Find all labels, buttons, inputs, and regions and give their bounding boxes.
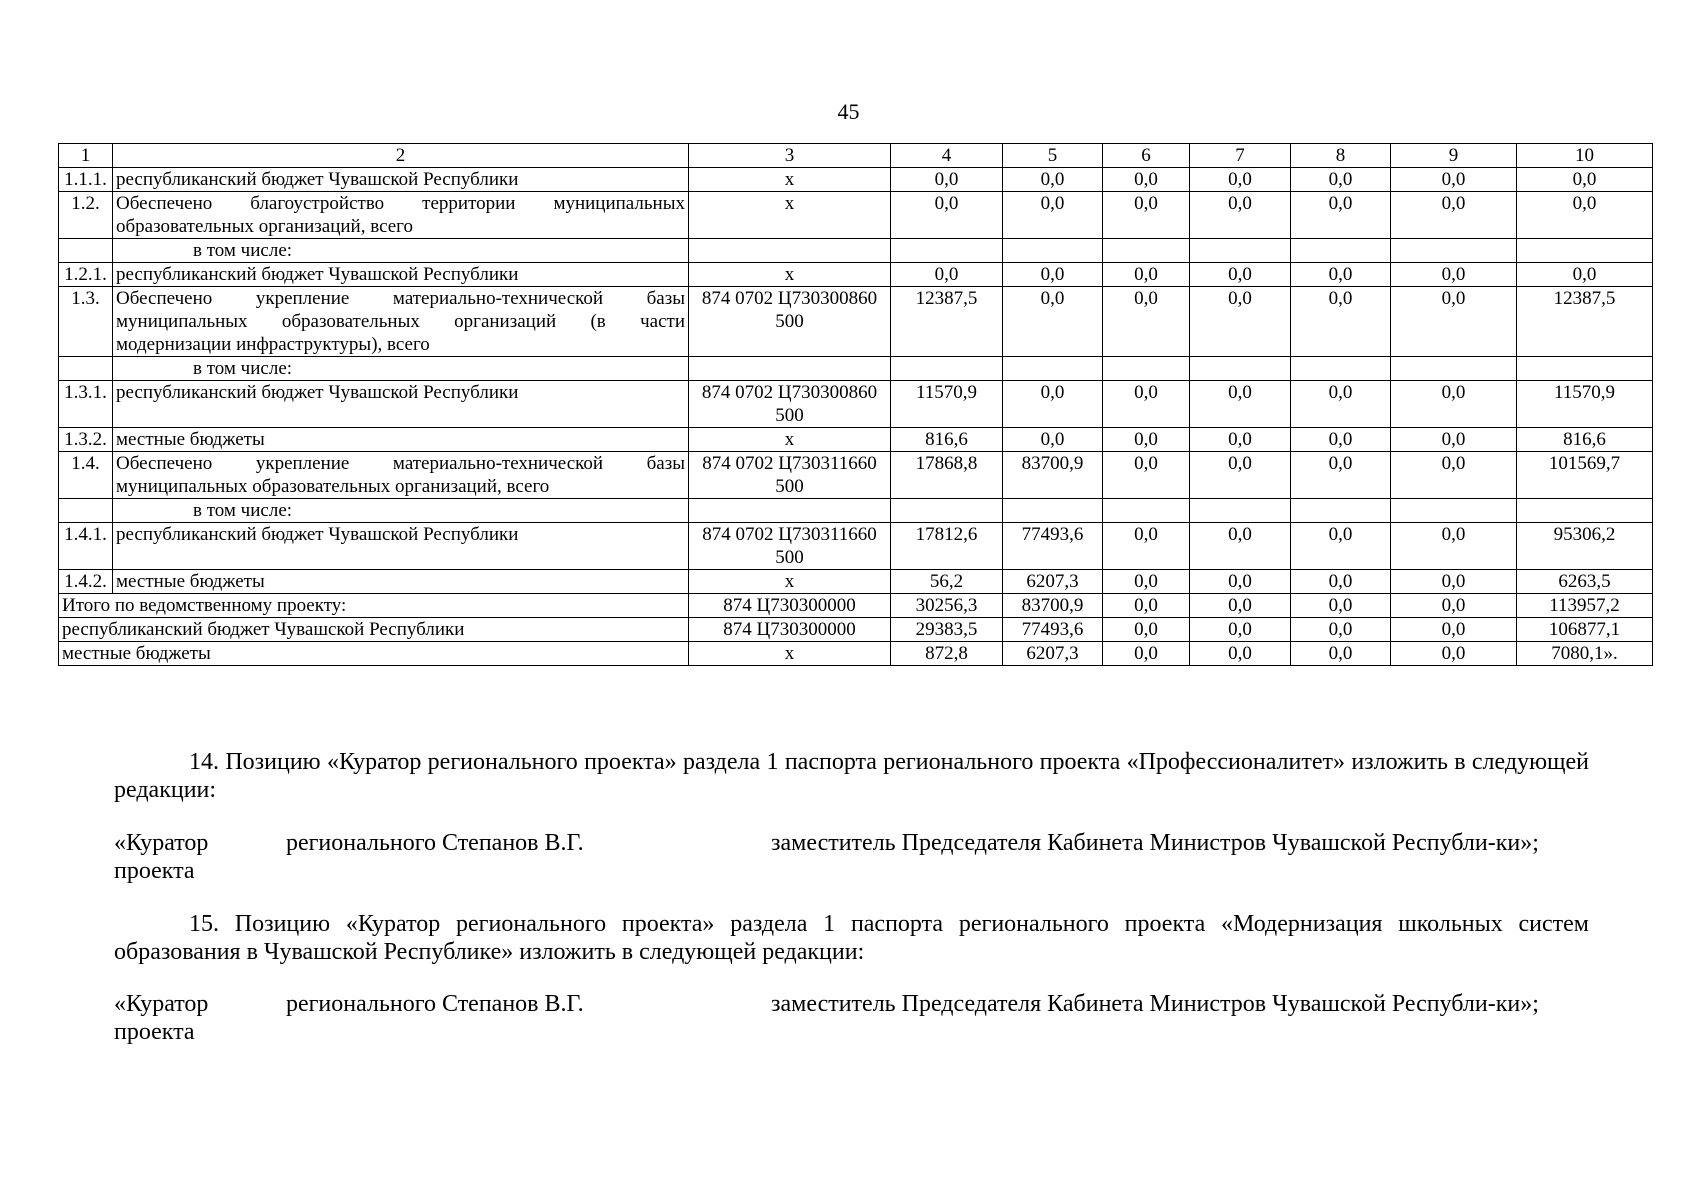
curator-name: Степанов В.Г. [442,991,584,1017]
row-name: Обеспечено укрепление материально-технической базы муниципальных образовательных организаций (в части модернизации инфраструктуры), всего [113,287,689,357]
row-value [1517,239,1653,263]
table-row [59,381,1653,428]
header-cell-8: 8 [1291,144,1391,168]
table-row [59,168,1653,192]
row-value: 0,0 [1291,381,1391,428]
table-row [59,523,1653,570]
row-value: 0,0 [1103,523,1190,570]
row-value: 0,0 [1103,287,1190,357]
row-value: 0,0 [1391,452,1517,499]
row-value [1190,499,1291,523]
table-row [59,570,1653,594]
paragraph-15-text: 15. Позицию «Куратор регионального проекта» раздела 1 паспорта регионального проекта «Модернизация школьных систем образования в Чувашской Республике» изложить в следующей редакции: [114,911,1589,965]
row-value: 0,0 [1190,428,1291,452]
row-value: 0,0 [1103,192,1190,239]
total-value: 30256,3 [891,594,1003,618]
row-value [891,357,1003,381]
table-header-row [59,144,1653,168]
total-value: 0,0 [1291,642,1391,666]
budget-table [58,143,1653,666]
header-cell-7: 7 [1190,144,1291,168]
total-code: 874 Ц730300000 [689,618,891,642]
total-value: 77493,6 [1003,618,1103,642]
row-value: 0,0 [1003,428,1103,452]
total-value: 0,0 [1103,642,1190,666]
total-value: 113957,2 [1517,594,1653,618]
row-number: 1.2.1. [59,263,113,287]
row-value [1003,499,1103,523]
total-row [59,642,1653,666]
row-number: 1.2. [59,192,113,239]
row-code [689,357,891,381]
row-value: 0,0 [891,168,1003,192]
table-row [59,428,1653,452]
total-code: х [689,642,891,666]
row-value: 0,0 [1291,263,1391,287]
row-value: 17812,6 [891,523,1003,570]
row-value [1190,239,1291,263]
row-value: 12387,5 [891,287,1003,357]
row-number [59,239,113,263]
row-value: 0,0 [1391,168,1517,192]
row-value: 0,0 [1190,263,1291,287]
header-cell-10: 10 [1517,144,1653,168]
paragraph-14 [114,748,1589,804]
row-value: 0,0 [1103,570,1190,594]
row-value: 0,0 [1190,192,1291,239]
curator-position: заместитель Председателя Кабинета Министров Чувашской Республи-ки»; [771,991,1539,1017]
total-value: 29383,5 [891,618,1003,642]
curator-label-line2: проекта [114,858,195,884]
row-value: 0,0 [1291,428,1391,452]
row-value: 11570,9 [891,381,1003,428]
table-row [59,239,1653,263]
row-name: республиканский бюджет Чувашской Республики [113,381,689,428]
header-cell-6: 6 [1103,144,1190,168]
row-number [59,357,113,381]
row-value [1391,357,1517,381]
total-value: 0,0 [1190,642,1291,666]
row-value: 0,0 [1190,452,1291,499]
row-value [1103,357,1190,381]
row-name: в том числе: [113,357,689,381]
row-value: 0,0 [891,192,1003,239]
row-value: 77493,6 [1003,523,1103,570]
row-value: 83700,9 [1003,452,1103,499]
total-value: 106877,1 [1517,618,1653,642]
header-cell-3: 3 [689,144,891,168]
row-value: 0,0 [1190,523,1291,570]
curator-block-15 [114,990,1589,1050]
row-name: Обеспечено благоустройство территории муниципальных образовательных организаций, всего [113,192,689,239]
row-value: 0,0 [1103,452,1190,499]
row-value: 0,0 [1103,263,1190,287]
row-name: республиканский бюджет Чувашской Республики [113,168,689,192]
row-value [1003,357,1103,381]
row-value: 0,0 [1517,192,1653,239]
row-code: х [689,168,891,192]
row-value [891,239,1003,263]
row-value: 0,0 [1391,287,1517,357]
row-name: местные бюджеты [113,428,689,452]
row-value [891,499,1003,523]
total-name: республиканский бюджет Чувашской Республики [59,618,689,642]
row-value [1391,499,1517,523]
total-row [59,618,1653,642]
total-name: местные бюджеты [59,642,689,666]
row-value [1517,499,1653,523]
row-code: х [689,428,891,452]
row-name: республиканский бюджет Чувашской Республики [113,523,689,570]
total-name: Итого по ведомственному проекту: [59,594,689,618]
curator-label [114,829,436,885]
row-value: 0,0 [1190,570,1291,594]
row-code: 874 0702 Ц730311660 500 [689,452,891,499]
row-value: 0,0 [1291,168,1391,192]
row-value: 0,0 [1103,428,1190,452]
row-value: 0,0 [1003,381,1103,428]
row-value: 0,0 [1103,168,1190,192]
curator-label-line2: проекта [114,1019,195,1045]
row-value: 56,2 [891,570,1003,594]
row-value: 0,0 [1190,168,1291,192]
curator-label [114,990,436,1046]
table-row [59,263,1653,287]
paragraph-14-text: 14. Позицию «Куратор регионального проекта» раздела 1 паспорта регионального проекта «Профессионалитет» изложить в следующей редакции: [114,749,1589,803]
total-value: 0,0 [1103,594,1190,618]
row-value: 0,0 [1003,168,1103,192]
total-value: 6207,3 [1003,642,1103,666]
total-value: 0,0 [1391,642,1517,666]
row-value [1103,239,1190,263]
total-value: 0,0 [1291,594,1391,618]
header-cell-1: 1 [59,144,113,168]
total-value: 0,0 [1391,594,1517,618]
row-value: 6263,5 [1517,570,1653,594]
curator-label-line1: «Куратор регионального [114,991,436,1017]
row-code: х [689,570,891,594]
row-number: 1.4. [59,452,113,499]
row-value: 0,0 [1190,287,1291,357]
row-number: 1.4.1. [59,523,113,570]
row-value [1517,357,1653,381]
row-value: 0,0 [1291,287,1391,357]
row-value: 0,0 [1391,381,1517,428]
table-row [59,357,1653,381]
row-value: 12387,5 [1517,287,1653,357]
row-code: 874 0702 Ц730300860 500 [689,381,891,428]
row-value: 11570,9 [1517,381,1653,428]
row-value: 101569,7 [1517,452,1653,499]
table-row [59,192,1653,239]
header-cell-9: 9 [1391,144,1517,168]
row-code: 874 0702 Ц730300860 500 [689,287,891,357]
row-name: в том числе: [113,499,689,523]
row-value: 0,0 [1391,428,1517,452]
row-number [59,499,113,523]
row-code [689,499,891,523]
row-value: 0,0 [1003,287,1103,357]
row-name: республиканский бюджет Чувашской Республики [113,263,689,287]
table-row [59,287,1653,357]
row-value [1003,239,1103,263]
table-row [59,499,1653,523]
row-value [1103,499,1190,523]
row-number: 1.4.2. [59,570,113,594]
row-code: х [689,192,891,239]
row-value: 0,0 [891,263,1003,287]
row-value: 0,0 [1391,570,1517,594]
total-value: 0,0 [1391,618,1517,642]
row-value: 0,0 [1391,192,1517,239]
curator-position: заместитель Председателя Кабинета Министров Чувашской Республи-ки»; [771,830,1539,856]
row-value [1391,239,1517,263]
page-number: 45 [837,99,860,124]
row-value: 0,0 [1291,570,1391,594]
row-value [1190,357,1291,381]
row-value: 0,0 [1291,192,1391,239]
header-cell-4: 4 [891,144,1003,168]
row-value: 95306,2 [1517,523,1653,570]
total-row [59,594,1653,618]
row-value: 0,0 [1291,452,1391,499]
row-name: в том числе: [113,239,689,263]
table-row [59,452,1653,499]
curator-label-line1: «Куратор регионального [114,830,436,856]
row-value: 816,6 [1517,428,1653,452]
table-body [59,144,1653,666]
total-value: 83700,9 [1003,594,1103,618]
row-code: 874 0702 Ц730311660 500 [689,523,891,570]
total-value: 0,0 [1291,618,1391,642]
row-value: 0,0 [1003,192,1103,239]
row-value [1291,239,1391,263]
total-value: 7080,1». [1517,642,1653,666]
header-cell-2: 2 [113,144,689,168]
total-value: 872,8 [891,642,1003,666]
total-value: 0,0 [1190,594,1291,618]
row-number: 1.3. [59,287,113,357]
row-value: 0,0 [1517,168,1653,192]
total-value: 0,0 [1103,618,1190,642]
row-number: 1.3.2. [59,428,113,452]
paragraph-15 [114,910,1589,966]
row-code: х [689,263,891,287]
row-name: местные бюджеты [113,570,689,594]
row-number: 1.3.1. [59,381,113,428]
row-value: 17868,8 [891,452,1003,499]
header-cell-5: 5 [1003,144,1103,168]
total-code: 874 Ц730300000 [689,594,891,618]
row-value [1291,357,1391,381]
row-value: 0,0 [1190,381,1291,428]
row-number: 1.1.1. [59,168,113,192]
row-value: 0,0 [1003,263,1103,287]
curator-block-14 [114,829,1589,889]
total-value: 0,0 [1190,618,1291,642]
row-value: 0,0 [1291,523,1391,570]
row-value: 0,0 [1103,381,1190,428]
row-value: 0,0 [1391,523,1517,570]
row-value: 0,0 [1391,263,1517,287]
row-value: 6207,3 [1003,570,1103,594]
curator-name: Степанов В.Г. [442,830,584,856]
row-value: 816,6 [891,428,1003,452]
row-value: 0,0 [1517,263,1653,287]
row-name: Обеспечено укрепление материально-технической базы муниципальных образовательных организаций, всего [113,452,689,499]
row-code [689,239,891,263]
row-value [1291,499,1391,523]
